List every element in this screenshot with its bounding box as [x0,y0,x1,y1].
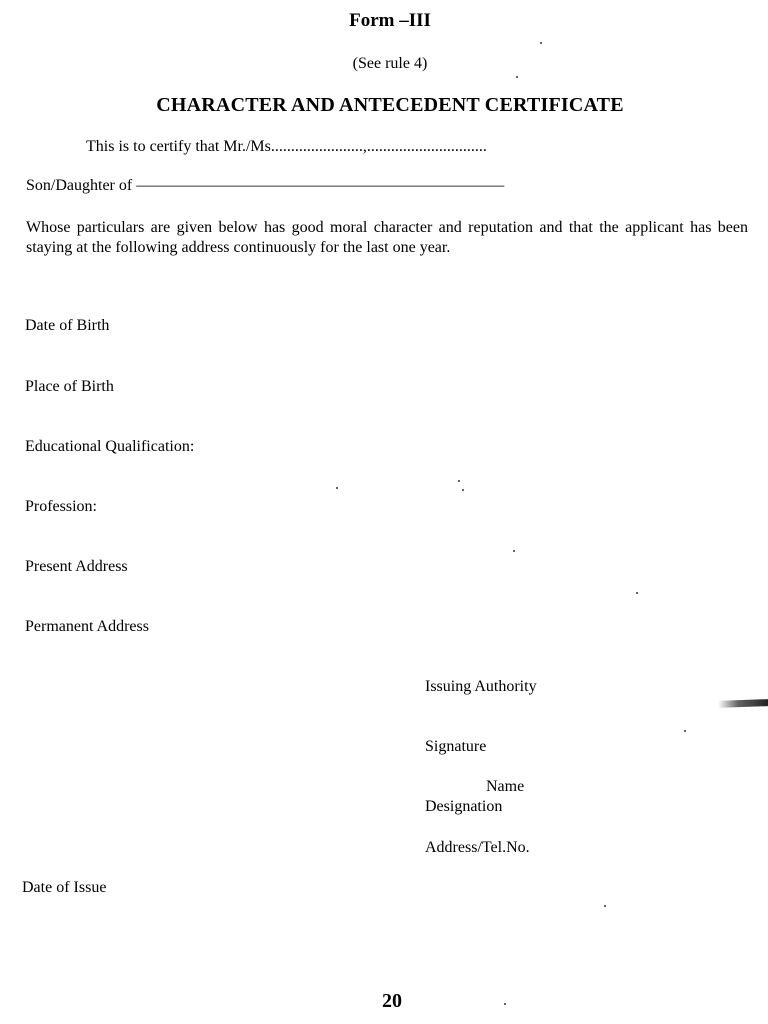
permanent-address-label: Permanent Address [25,618,149,635]
scan-speck [336,487,338,489]
scan-speck [684,730,686,732]
issuing-authority-label: Issuing Authority [425,678,537,695]
scan-speck [504,1003,506,1005]
particulars-paragraph: Whose particulars are given below has good moral character and reputation and that the applicant has been staying at the following address continuously for the last one year. [26,219,748,256]
scan-smudge [718,699,768,708]
designation-label: Designation [425,798,503,815]
address-tel-label: Address/Tel.No. [425,839,530,856]
educational-qualification-label: Educational Qualification: [25,438,195,455]
present-address-label: Present Address [25,558,128,575]
certificate-title: CHARACTER AND ANTECEDENT CERTIFICATE [156,94,624,116]
date-of-issue-label: Date of Issue [22,879,107,896]
son-daughter-line: Son/Daughter of –––––––––––––––––––––––––––––––––––––––––––––– [26,177,505,194]
scan-speck [516,76,518,78]
page-number: 20 [382,990,402,1012]
form-number: Form –III [349,10,431,31]
scan-speck [540,42,542,44]
scan-speck [604,905,606,907]
scan-speck [462,489,464,491]
scan-speck [458,480,460,482]
profession-label: Profession: [25,498,97,515]
date-of-birth-label: Date of Birth [25,317,110,334]
certify-line: This is to certify that Mr./Ms.......................,.............................. [86,138,487,155]
scan-speck [636,592,638,594]
rule-reference: (See rule 4) [352,55,428,72]
place-of-birth-label: Place of Birth [25,378,114,395]
name-label: Name [486,778,525,795]
signature-label: Signature [425,738,487,755]
scan-speck [513,550,515,552]
